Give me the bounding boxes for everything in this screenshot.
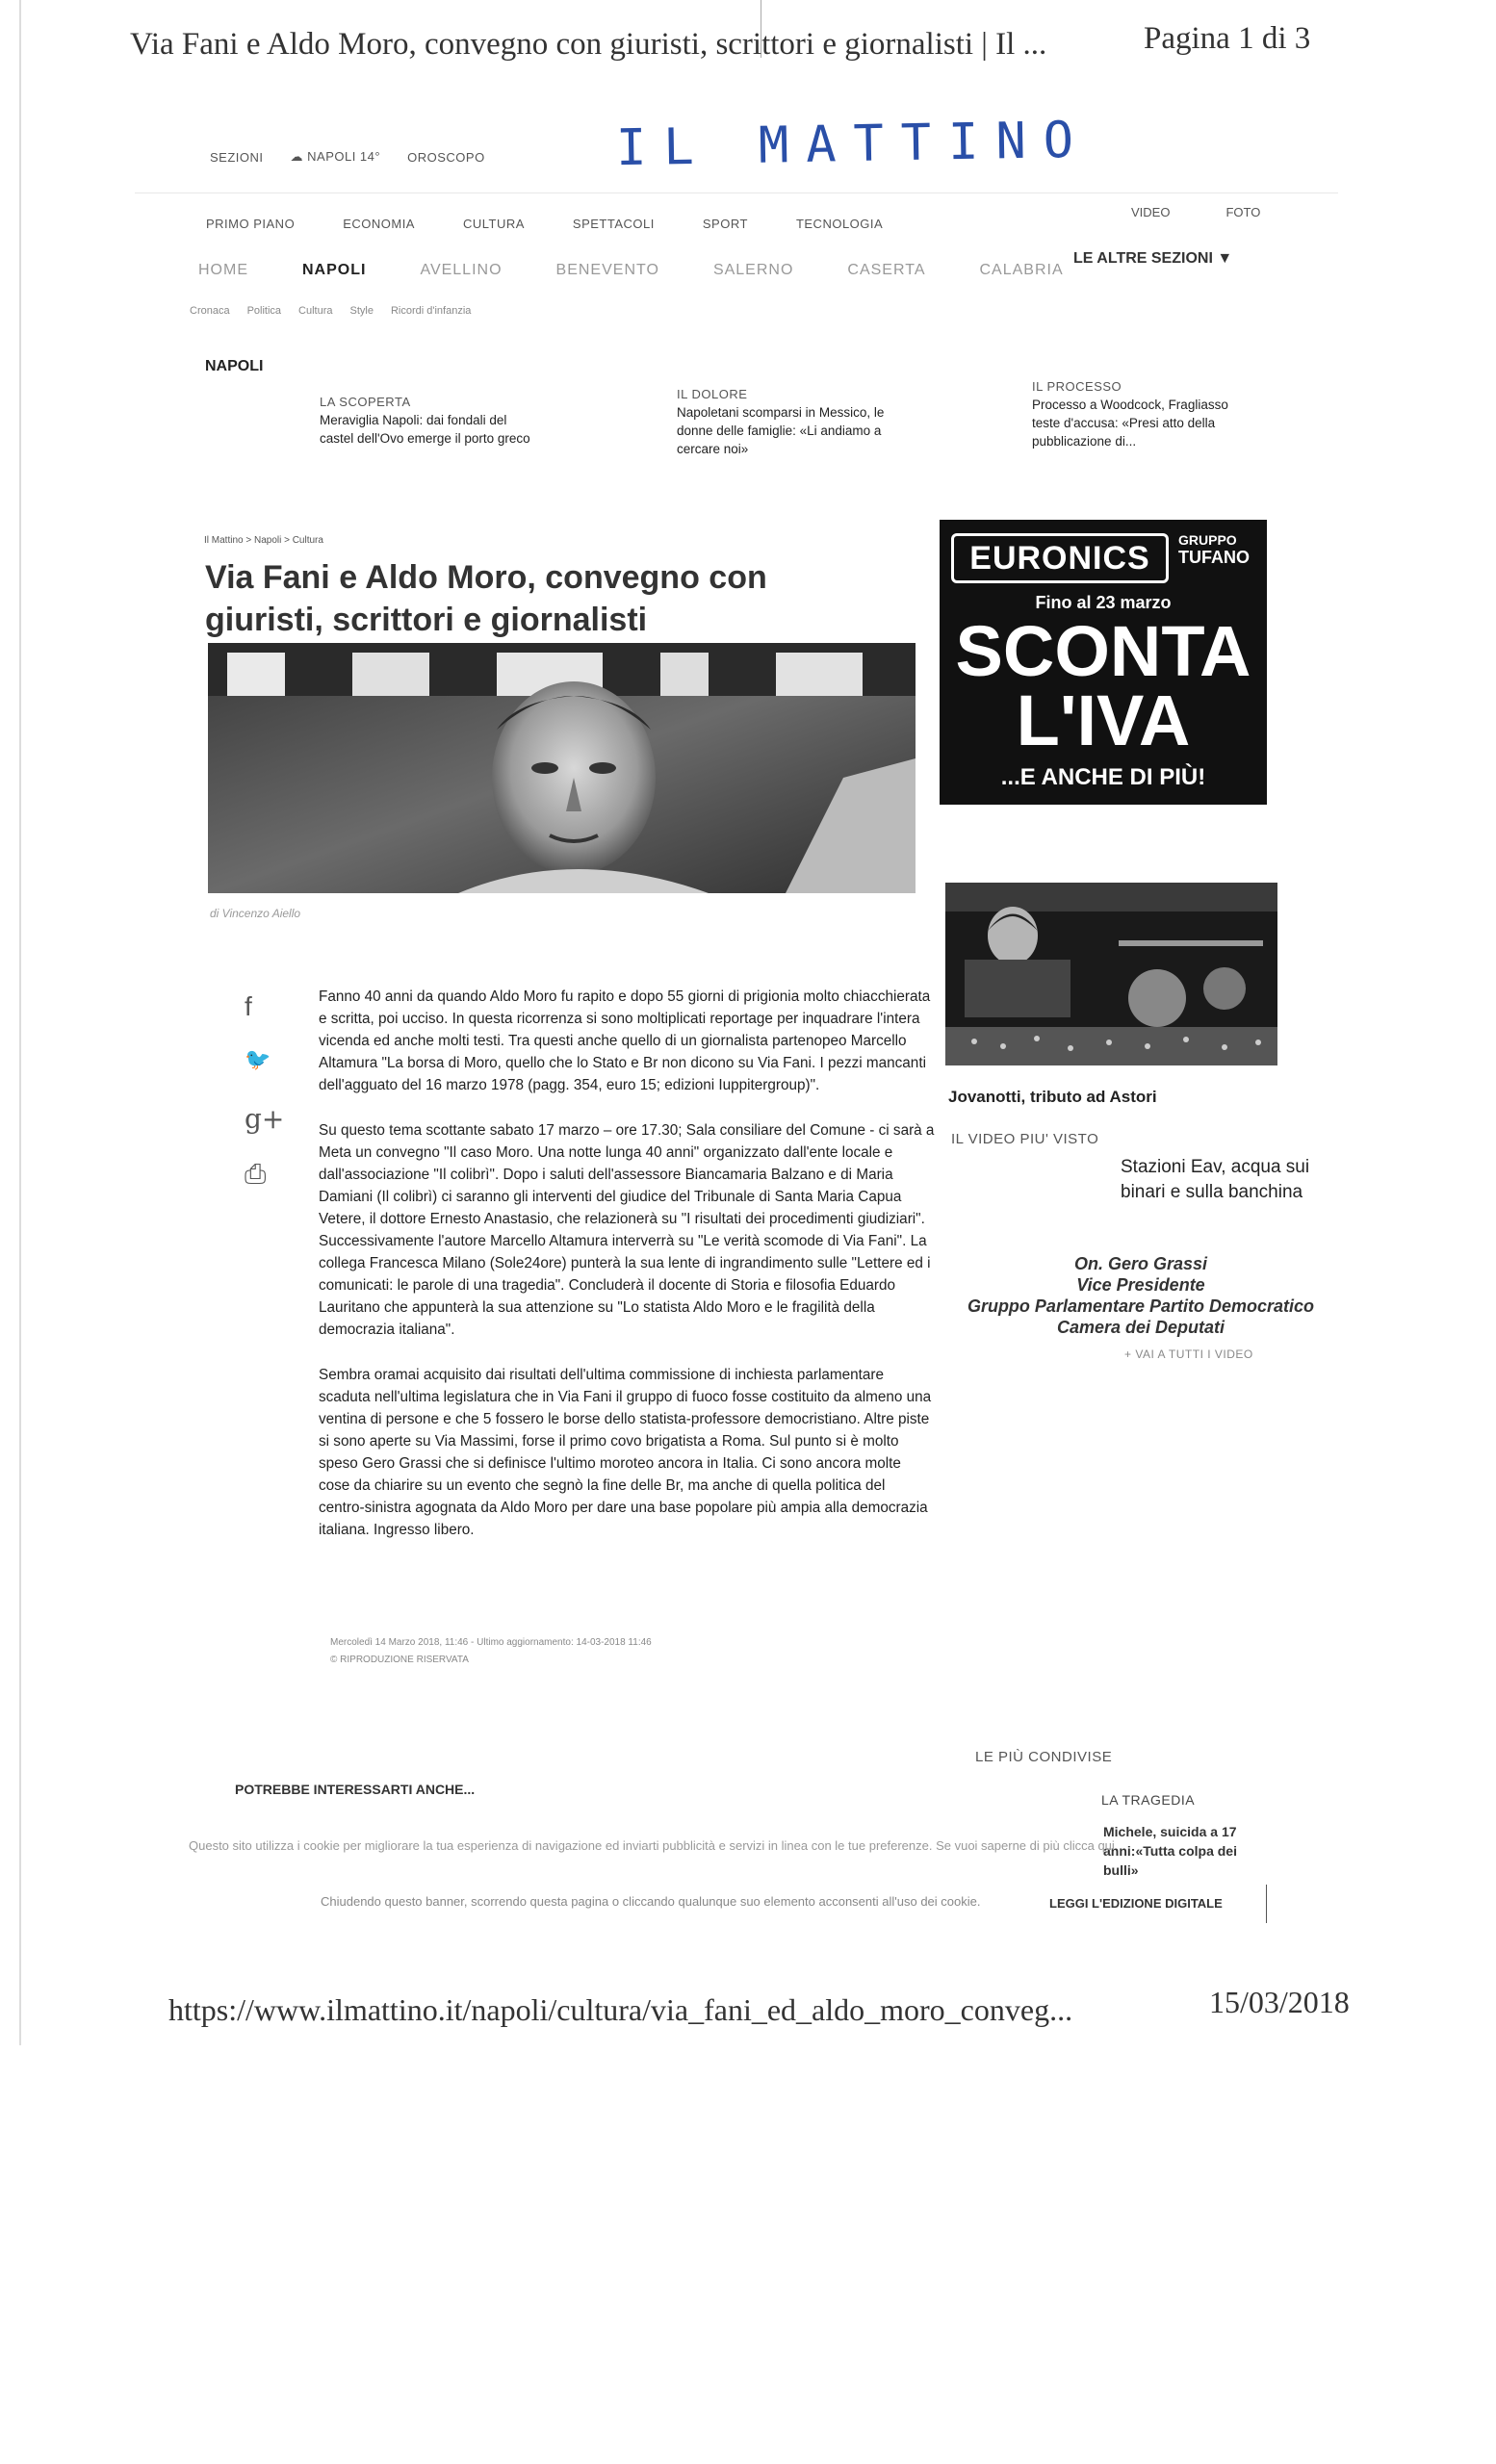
stamp-caption (939, 1253, 1343, 1338)
ad-group-line: GRUPPO (1178, 532, 1237, 548)
cookie-banner-consent: Chiudendo questo banner, scorrendo questa pagina o cliccando qualunque suo elemento acconsenti all'uso dei cookie. (321, 1894, 981, 1909)
sezioni-link[interactable]: SEZIONI (210, 149, 264, 165)
teaser-card[interactable] (677, 387, 898, 458)
article-headline: Via Fani e Aldo Moro, convegno con giuristi, scrittori e giornalisti (205, 559, 767, 638)
video-thumbnail[interactable] (945, 883, 1277, 1065)
nav-foto[interactable]: FOTO (1225, 205, 1261, 219)
related-label: POTREBBE INTERESSARTI ANCHE... (235, 1782, 476, 1797)
nav-item[interactable]: ECONOMIA (343, 217, 415, 231)
nav-item[interactable]: CULTURA (462, 217, 525, 231)
print-page-number: Pagina 1 di 3 (1144, 21, 1311, 56)
handwritten-masthead: IL MATTINO (615, 111, 1092, 178)
nav-item[interactable]: SPETTACOLI (572, 217, 655, 231)
most-viewed-title[interactable]: Stazioni Eav, acqua sui binari e sulla banchina (1121, 1157, 1310, 1202)
digital-edition-link[interactable]: LEGGI L'EDIZIONE DIGITALE (1049, 1896, 1223, 1911)
ad-brand-box (951, 533, 1169, 583)
copyright-notice: © RIPRODUZIONE RISERVATA (330, 1655, 469, 1665)
publish-date: Mercoledì 14 Marzo 2018, 11:46 - Ultimo aggiornamento: 14-03-2018 11:46 (330, 1637, 652, 1648)
article-paragraph: Sembra oramai acquisito dai risultati dell'ultima commissione di inchiesta parlamentare scaduta nell'ultima legislatura che in Via Fani il gruppo di fuoco fosse costituito da almeno una ventina di persone e che 5 fossero le borse dello statista-professore democristiano. Altre piste si sono aperte su Via Massimi, forse il primo covo brigatista a Roma. Sul punto si è molto speso Gero Grassi che si definisce l'ultimo moroteo ancora in Italia. Ci sono ancora molte cose da chiarire su un evento che segnò la fine delle Br, ma anche di quella politica del centro-sinistra agognata da Aldo Moro per dare una base popolare più ampia alla democrazia italiana. Ingresso libero. (319, 1367, 932, 1538)
nav-item[interactable]: SPORT (702, 217, 748, 231)
subnav-item[interactable]: Cultura (298, 305, 333, 317)
ad-main-1: SCONTA (955, 611, 1251, 691)
subnav-item[interactable]: Cronaca (190, 305, 230, 317)
aldo-moro-photo (208, 643, 916, 893)
facebook-icon[interactable]: f (245, 991, 252, 1021)
article-photo (208, 643, 916, 893)
nav-item[interactable]: TECNOLOGIA (795, 217, 884, 231)
city-tab[interactable]: AVELLINO (420, 262, 503, 278)
teaser-title[interactable]: Processo a Woodcock, Fragliasso teste d'accusa: «Presi atto della pubblicazione di... (1032, 398, 1228, 449)
euronics-ad[interactable] (940, 520, 1267, 805)
article-body (319, 986, 935, 1564)
print-header-title: Via Fani e Aldo Moro, convegno con giuristi, scrittori e giornalisti | Il ... (130, 27, 1047, 62)
nav-item[interactable]: PRIMO PIANO (206, 217, 296, 231)
cookie-banner-text: Questo sito utilizza i cookie per migliorare la tua esperienza di navigazione ed inviarti pubblicità e servizi in linea con le tue preferenze. Se vuoi saperne di più clicca qui (189, 1838, 1115, 1853)
banner-divider (1266, 1885, 1267, 1923)
photo-credit: di Vincenzo Aiello (210, 907, 301, 920)
tragedia-title[interactable]: Michele, suicida a 17 anni:«Tutta colpa dei bulli» (1103, 1824, 1237, 1878)
ad-footer: ...E ANCHE DI PIÙ! (1000, 764, 1206, 790)
header-divider (135, 192, 1338, 193)
subnav-item[interactable]: Ricordi d'infanzia (390, 305, 472, 317)
city-tab-active[interactable]: NAPOLI (302, 262, 367, 278)
city-tab[interactable]: BENEVENTO (555, 262, 659, 278)
cities-nav (198, 262, 1064, 279)
teaser-kicker: IL DOLORE (677, 387, 748, 401)
teaser-kicker: LA SCOPERTA (320, 395, 411, 409)
tragedia-kicker: LA TRAGEDIA (1101, 1792, 1196, 1808)
ad-brand: EURONICS (969, 540, 1150, 577)
city-tab[interactable]: CALABRIA (979, 262, 1064, 278)
video-title[interactable]: Jovanotti, tributo ad Astori (948, 1088, 1157, 1106)
oroscopo-link[interactable]: OROSCOPO (407, 149, 485, 165)
breadcrumb[interactable]: Il Mattino > Napoli > Cultura (204, 535, 323, 546)
concert-image (945, 883, 1277, 1065)
ad-date: Fino al 23 marzo (1035, 593, 1172, 612)
teaser-title[interactable]: Meraviglia Napoli: dai fondali del castel dell'Ovo emerge il porto greco (320, 413, 530, 446)
teaser-card[interactable] (320, 395, 541, 448)
article-paragraph: Su questo tema scottante sabato 17 marzo – ore 17.30; Sala consiliare del Comune - ci sarà a Meta un convegno "Il caso Moro. Una notte lunga 40 anni" organizzato dall'ente locale e dall'associazione "Il colibrì". Dopo i saluti dell'assessore Biancamaria Balzano e di Maria Damiani (Il colibrì) ci saranno gli interventi del giudice del Tribunale di Santa Maria Capua Vetere, il dottore Ernesto Anastasio, che relazionerà su "I risultati dei procedimenti giudiziari". Successivamente l'autore Marcello Altamura interverrà su "Le verità scomode di Via Fani". La collega Francesca Milano (Sole24ore) punterà la sua lente di ingrandimento sulle "Lettere ed i comunicati: le parole di una tragedia". Concluderà il docente di Storia e filosofia Eduardo Lauritano che appunterà la sua attenzione su "Lo statista Aldo Moro e le fragilità della democrazia italiana". (319, 1122, 935, 1338)
ad-group (1178, 531, 1250, 566)
city-tab[interactable]: CASERTA (847, 262, 926, 278)
subnav-item[interactable]: Style (349, 305, 374, 317)
ad-group-line: TUFANO (1178, 548, 1250, 567)
twitter-icon[interactable]: 🐦 (245, 1047, 271, 1071)
print-footer-date: 15/03/2018 (1209, 1985, 1350, 2019)
section-title: NAPOLI (205, 358, 264, 374)
google-plus-icon[interactable]: g+ (245, 1103, 285, 1135)
caption-line: On. Gero Grassi (1073, 1254, 1208, 1273)
teaser-title[interactable]: Napoletani scomparsi in Messico, le donne delle famiglie: «Li andiamo a cercare noi» (677, 405, 885, 456)
topbar (210, 149, 485, 165)
caption-line: Gruppo Parlamentare Partito Democratico (967, 1296, 1315, 1316)
teaser-kicker: IL PROCESSO (1032, 379, 1122, 394)
print-footer-url: https://www.ilmattino.it/napoli/cultura/via_fani_ed_aldo_moro_conveg... (168, 1992, 1073, 2027)
caption-line: Vice Presidente (1076, 1275, 1205, 1295)
all-videos-link[interactable]: + VAI A TUTTI I VIDEO (1124, 1348, 1253, 1361)
article-meta (330, 1634, 652, 1669)
scan-edge (19, 0, 21, 2045)
subnav-item[interactable]: Politica (246, 305, 282, 317)
most-shared-label: LE PIÙ CONDIVISE (975, 1749, 1113, 1765)
nav-video[interactable]: VIDEO (1131, 205, 1171, 219)
teaser-card[interactable] (1032, 379, 1253, 450)
sub-nav (190, 305, 471, 317)
ad-main-2: L'IVA (1016, 680, 1191, 760)
article-paragraph: Fanno 40 anni da quando Aldo Moro fu rapito e dopo 55 giorni di prigionia molto chiacchierata e scritta, poi ucciso. In questa ricorrenza si sono moltiplicati reportage per inquadrare l'intera vicenda ed anche molti testi. Tra questi anche quello di un giornalista partenopeo Marcello Altamura "La borsa di Moro, quello che lo Stato e Br non dicono su Via Fani. I pezzi mancanti dell'agguato del 16 marzo 1978 (pagg. 354, euro 15; edizioni Iuppitergroup)". (319, 988, 931, 1093)
weather-label: NAPOLI 14° (307, 149, 381, 164)
city-tab[interactable]: HOME (198, 262, 248, 278)
other-sections-dropdown[interactable]: LE ALTRE SEZIONI ▼ (1073, 250, 1233, 267)
city-tab[interactable]: SALERNO (712, 262, 794, 278)
weather-widget[interactable] (291, 149, 381, 165)
main-nav (206, 217, 883, 231)
caption-line: Camera dei Deputati (1056, 1318, 1225, 1337)
print-icon[interactable]: ⎙ (245, 1159, 267, 1189)
most-viewed-label: IL VIDEO PIU' VISTO (951, 1131, 1099, 1147)
media-nav (1131, 205, 1260, 219)
weather-icon: ☁ (290, 149, 304, 164)
